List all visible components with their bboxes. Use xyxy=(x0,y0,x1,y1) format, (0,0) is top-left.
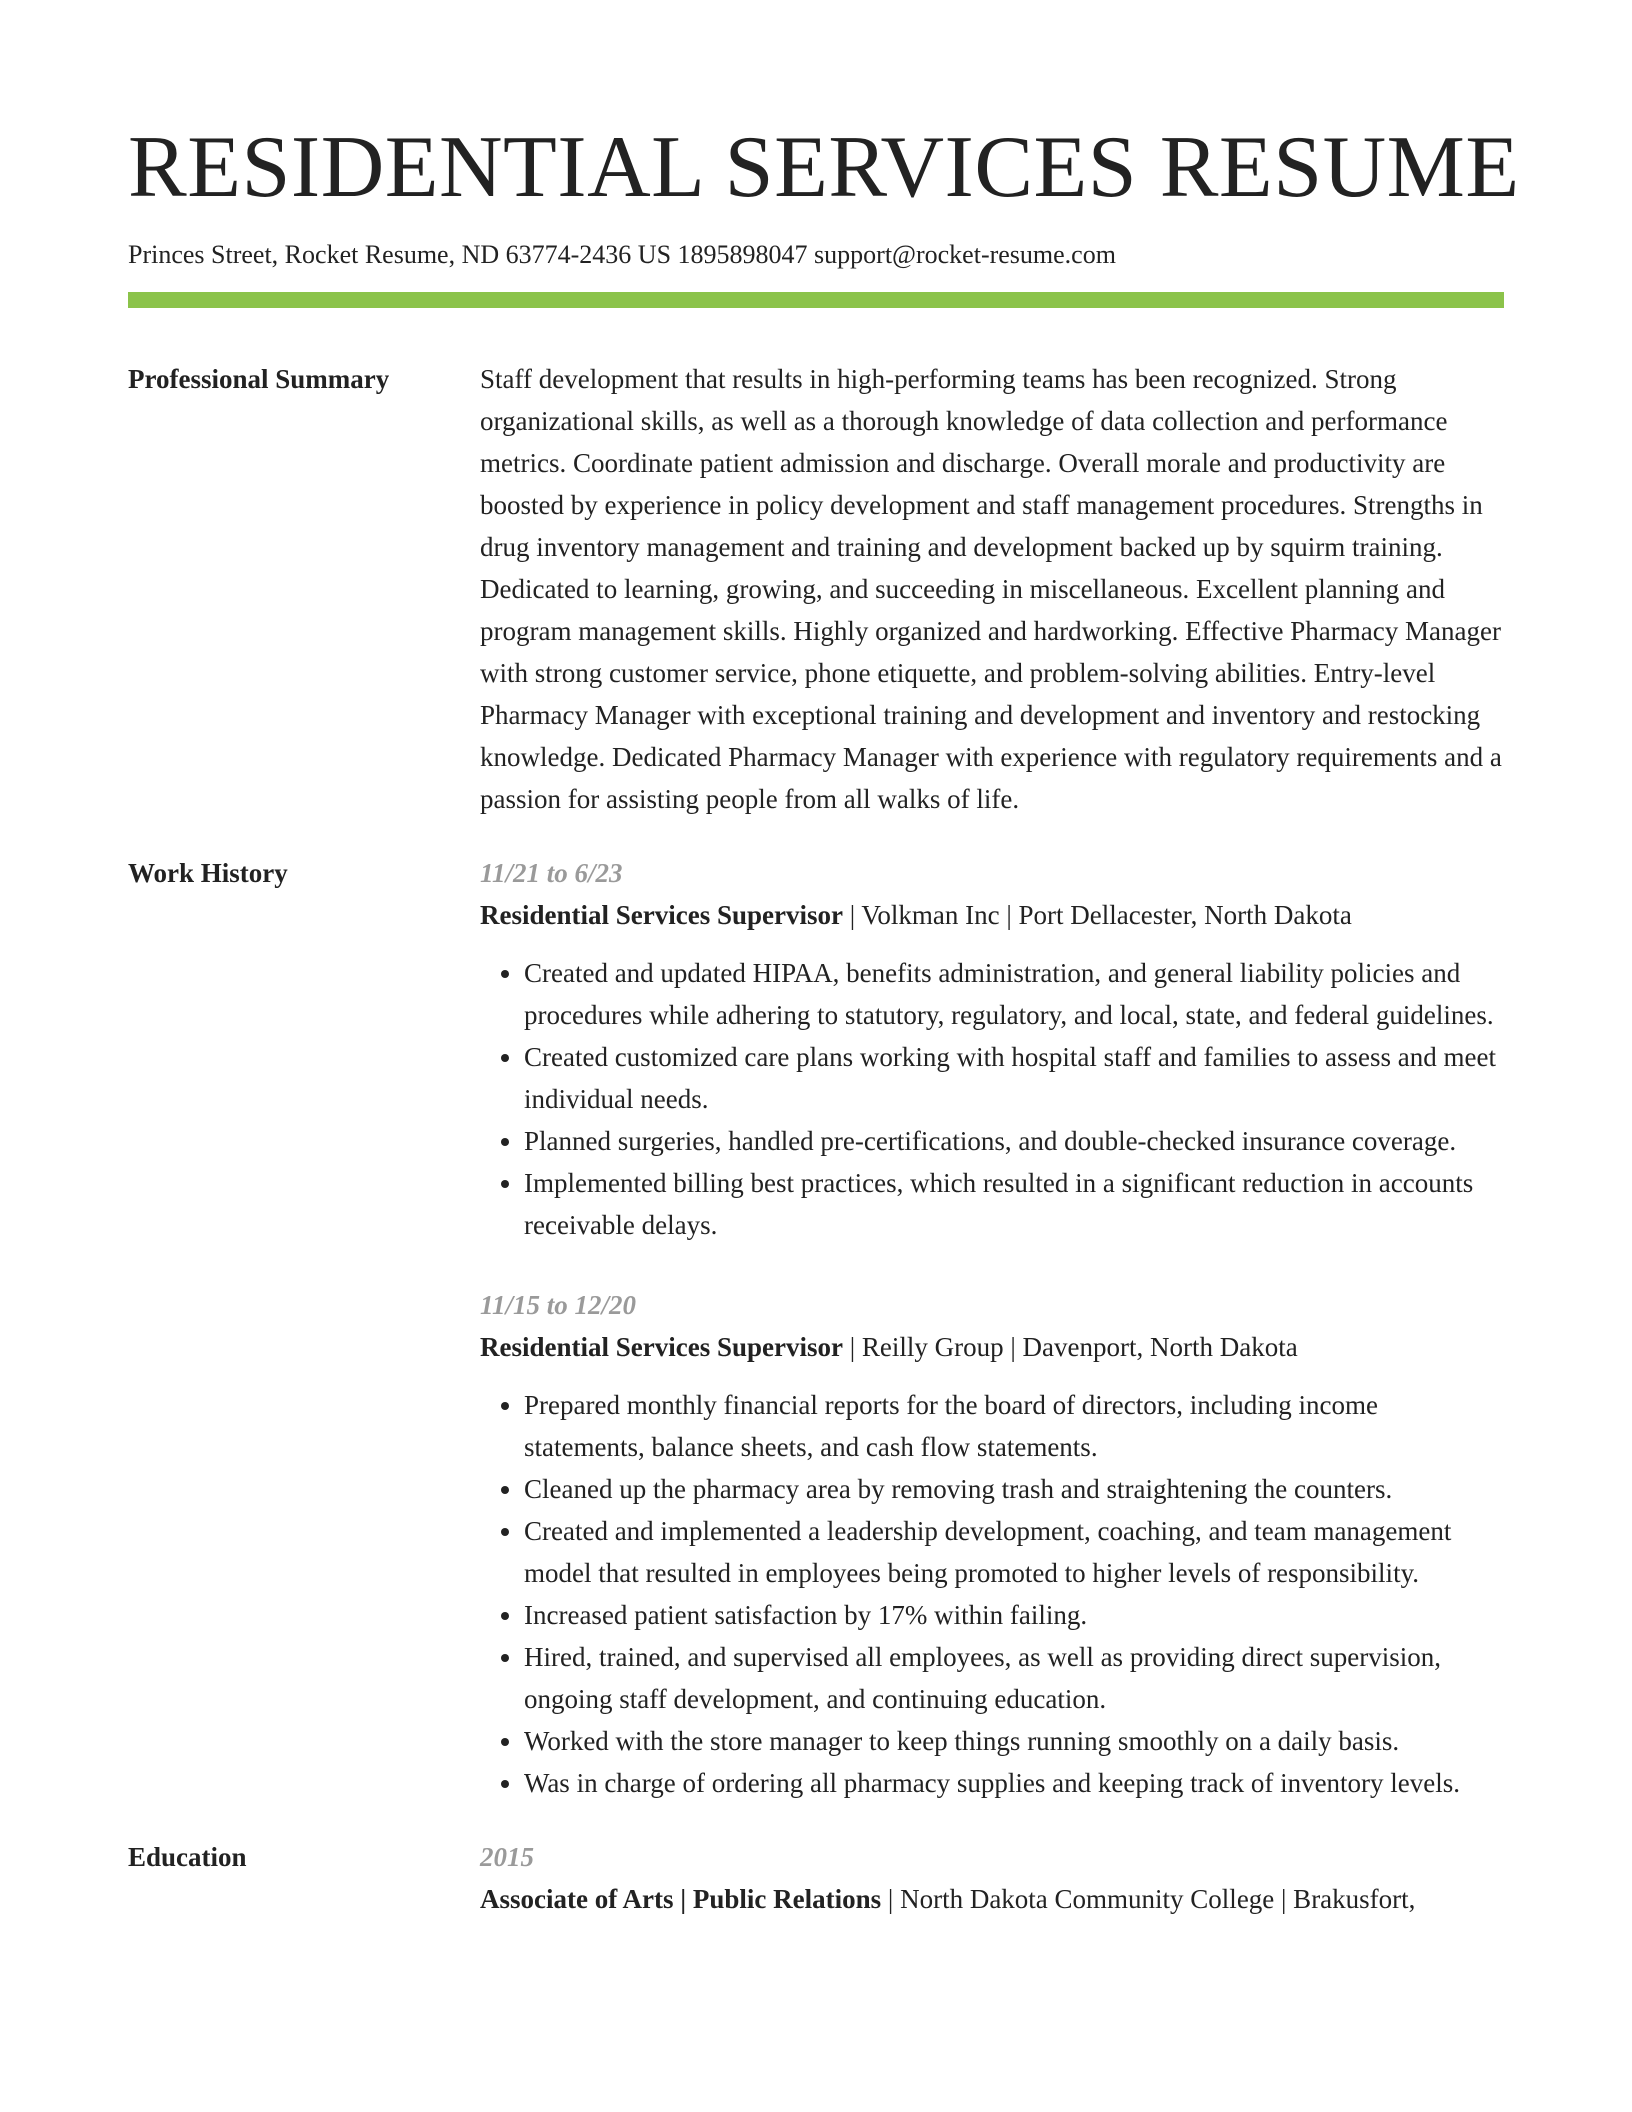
job-bullet: • Created customized care plans working with hospital staff and families to assess and meet individual needs. xyxy=(524,1036,1504,1120)
job-bullet: • Planned surgeries, handled pre-certifications, and double-checked insurance coverage. xyxy=(524,1120,1504,1162)
job-bullets xyxy=(480,952,1504,1246)
resume-page xyxy=(128,0,1520,1920)
job-entry xyxy=(480,852,1504,1246)
education-section xyxy=(128,1836,1504,1920)
job-bullet: • Was in charge of ordering all pharmacy supplies and keeping track of inventory levels. xyxy=(524,1762,1504,1804)
section-heading: Work History xyxy=(128,858,288,888)
job-bullet: • Worked with the store manager to keep things running smoothly on a daily basis. xyxy=(524,1720,1504,1762)
education-details: | North Dakota Community College | Brakusfort, xyxy=(881,1884,1416,1914)
job-bullet: • Created and updated HIPAA, benefits administration, and general liability policies and procedures while adhering to statutory, regulatory, and local, state, and federal guidelines. xyxy=(524,952,1504,1036)
work-history-section xyxy=(128,852,1504,1804)
education-degree: Associate of Arts | Public Relations xyxy=(480,1884,882,1914)
job-dates: 11/21 to 6/23 xyxy=(480,858,623,888)
education-body xyxy=(480,1836,1504,1920)
education-entry xyxy=(480,1836,1504,1920)
professional-summary-section xyxy=(128,358,1504,820)
contact-line: Princes Street, Rocket Resume, ND 63774-2436 US 1895898047 support@rocket-resume.com xyxy=(128,240,1116,269)
section-heading: Education xyxy=(128,1842,247,1872)
resume-title: RESIDENTIAL SERVICES RESUME xyxy=(128,119,1520,216)
summary-text: Staff development that results in high-performing teams has been recognized. Strong organizational skills, as well as a thorough knowledge of data collection and performance metrics. Coordinate patient admission and discharge. Overall morale and productivity are boosted by experience in policy development and staff management procedures. Strengths in drug inventory management and training and development backed up by squirm training. Dedicated to learning, growing, and succeeding in miscellaneous. Excellent planning and program management skills. Highly organized and hardworking. Effective Pharmacy Manager with strong customer service, phone etiquette, and problem-solving abilities. Entry-level Pharmacy Manager with exceptional training and development and inventory and restocking knowledge. Dedicated Pharmacy Manager with experience with regulatory requirements and a passion for assisting people from all walks of life. xyxy=(480,364,1502,814)
education-year: 2015 xyxy=(480,1842,534,1872)
job-entry xyxy=(480,1284,1504,1804)
job-dates: 11/15 to 12/20 xyxy=(480,1290,637,1320)
job-bullet: • Hired, trained, and supervised all employees, as well as providing direct supervision, ongoing staff development, and continuing education. xyxy=(524,1636,1504,1720)
job-title: Residential Services Supervisor xyxy=(480,1332,843,1362)
job-bullets xyxy=(480,1384,1504,1804)
job-role-line xyxy=(480,1326,1504,1368)
job-bullet: • Cleaned up the pharmacy area by removing trash and straightening the counters. xyxy=(524,1468,1504,1510)
job-bullet: • Increased patient satisfaction by 17% within failing. xyxy=(524,1594,1504,1636)
education-degree-line xyxy=(480,1878,1504,1920)
job-title: Residential Services Supervisor xyxy=(480,900,843,930)
job-bullet: • Created and implemented a leadership development, coaching, and team management model that resulted in employees being promoted to higher levels of responsibility. xyxy=(524,1510,1504,1594)
job-details: | Reilly Group | Davenport, North Dakota xyxy=(842,1332,1298,1362)
job-bullet: • Prepared monthly financial reports for the board of directors, including income statements, balance sheets, and cash flow statements. xyxy=(524,1384,1504,1468)
job-details: | Volkman Inc | Port Dellacester, North Dakota xyxy=(842,900,1352,930)
job-role-line xyxy=(480,894,1504,936)
job-bullet: • Implemented billing best practices, which resulted in a significant reduction in accounts receivable delays. xyxy=(524,1162,1504,1246)
accent-divider xyxy=(128,292,1504,308)
section-heading: Professional Summary xyxy=(128,364,390,394)
work-history-body xyxy=(480,852,1504,1804)
